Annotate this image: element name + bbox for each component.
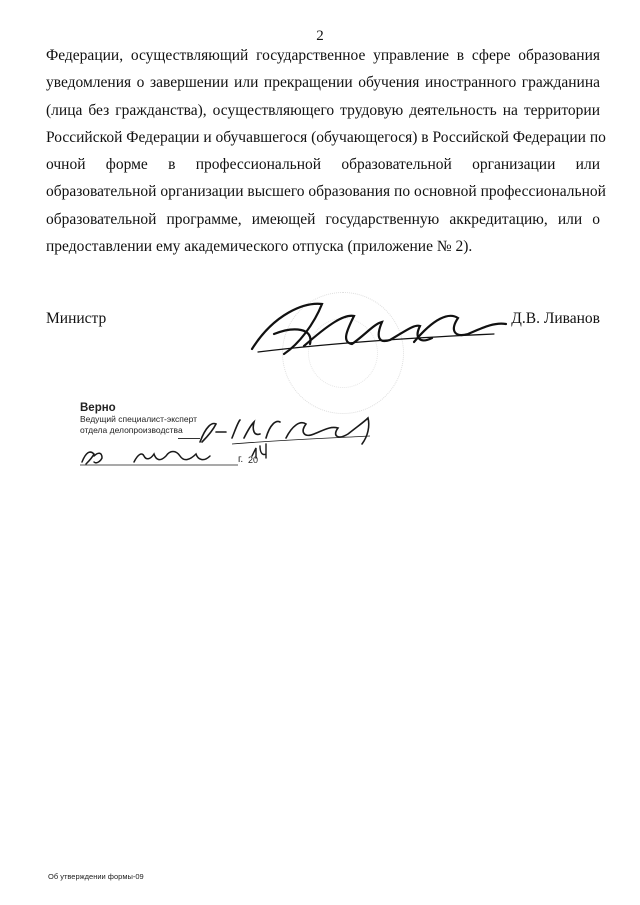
certification-department: отдела делопроизводства	[80, 425, 183, 435]
certification-heading: Верно	[80, 402, 116, 414]
certification-year-suffix: г.	[238, 454, 244, 465]
footer-note: Об утверждении формы-09	[48, 872, 144, 881]
body-line: очной форме в профессиональной образовательной организации или	[46, 156, 600, 174]
body-line: уведомления о завершении или прекращении обучения иностранного гражданина	[46, 74, 600, 92]
certification-position: Ведущий специалист-эксперт	[80, 414, 198, 424]
body-line: образовательной программе, имеющей государственную аккредитацию, или о	[46, 210, 600, 228]
body-line: предоставлении ему академического отпуска (приложение № 2).	[46, 238, 473, 256]
body-line: Федерации, осуществляющий государственное управление в сфере образования	[46, 47, 600, 64]
body-line: образовательной организации высшего образования по основной профессиональной	[46, 183, 606, 201]
minister-signature	[244, 294, 514, 364]
signatory-name: Д.В. Ливанов	[511, 310, 600, 327]
signatory-title: Министр	[46, 310, 107, 327]
certification-date	[80, 442, 280, 468]
page-number: 2	[316, 28, 324, 44]
body-text	[46, 42, 606, 260]
certification-block	[80, 402, 197, 436]
body-line: (лица без гражданства), осуществляющего трудовую деятельность на территории	[46, 101, 600, 119]
svg-text:20: 20	[248, 455, 259, 465]
body-line: Российской Федерации и обучавшегося (обучающегося) в Российской Федерации по	[46, 128, 606, 146]
